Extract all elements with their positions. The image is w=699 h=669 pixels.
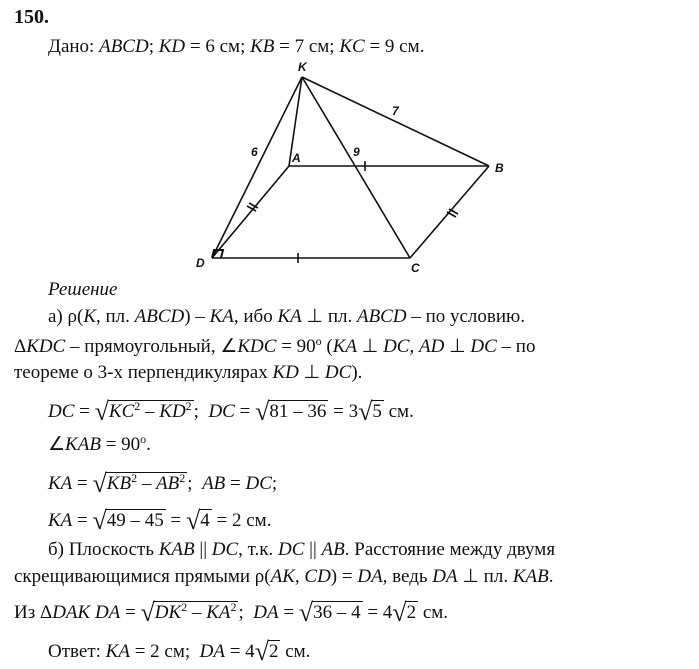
solution-line-2: ΔKDC – прямоугольный, ∠KDC = $90^о$ (KA ⊥ DC, AD ⊥ DC – по [14, 334, 536, 357]
label-k: K [298, 60, 307, 74]
solution-line-10: Из ΔDAK DA = $√DK^2 - KA^2$ ; DA = √36 – 4 = 4√2 см. [14, 598, 449, 627]
label-b: B [495, 161, 504, 175]
solution-line-8: б) Плоскость KAB || DC, т.к. DC || AB. Расстояние между двумя [48, 539, 556, 560]
label-d: D [196, 256, 205, 270]
label-kc-length: 9 [353, 145, 360, 159]
solution-line-1: а) ρ(K, пл. ABCD) – KA, ибо KA ⊥ пл. ABCD – по условию. [48, 306, 525, 327]
solution-line-9: скрещивающимися прямыми ρ(AK, CD) = DA, ведь DA ⊥ пл. KAB. [14, 566, 554, 587]
label-kb-length: 7 [392, 104, 399, 118]
answer-line: Ответ: KA = 2 см; DA = 4√2 см. [48, 637, 311, 666]
edge-cb [410, 166, 489, 258]
solution-line-5: ∠KAB = $90^о$. [48, 432, 151, 455]
solution-line-3: теореме о 3-х перпендикулярах KD ⊥ DC). [14, 362, 363, 383]
solution-line-6: KA = $√KB^2 - AB^2$ ; AB = DC; [48, 469, 278, 498]
label-c: C [411, 261, 420, 275]
given-line: Дано: ABCD; KD = 6 см; KB = 7 см; KC = 9 см. [48, 36, 425, 57]
label-a: A [292, 151, 301, 165]
solution-line-4: DC = $√KC^2 - KD^2$ ; DC = √81 – 36 = 3√5 см. [48, 397, 414, 426]
solution-line-7: KA = √49 – 45 = √4 = 2 см. [48, 506, 272, 535]
problem-number: 150. [14, 6, 49, 28]
solution-heading: Решение [48, 279, 118, 300]
edge-kb [302, 77, 489, 166]
label-kd-length: 6 [251, 145, 258, 159]
